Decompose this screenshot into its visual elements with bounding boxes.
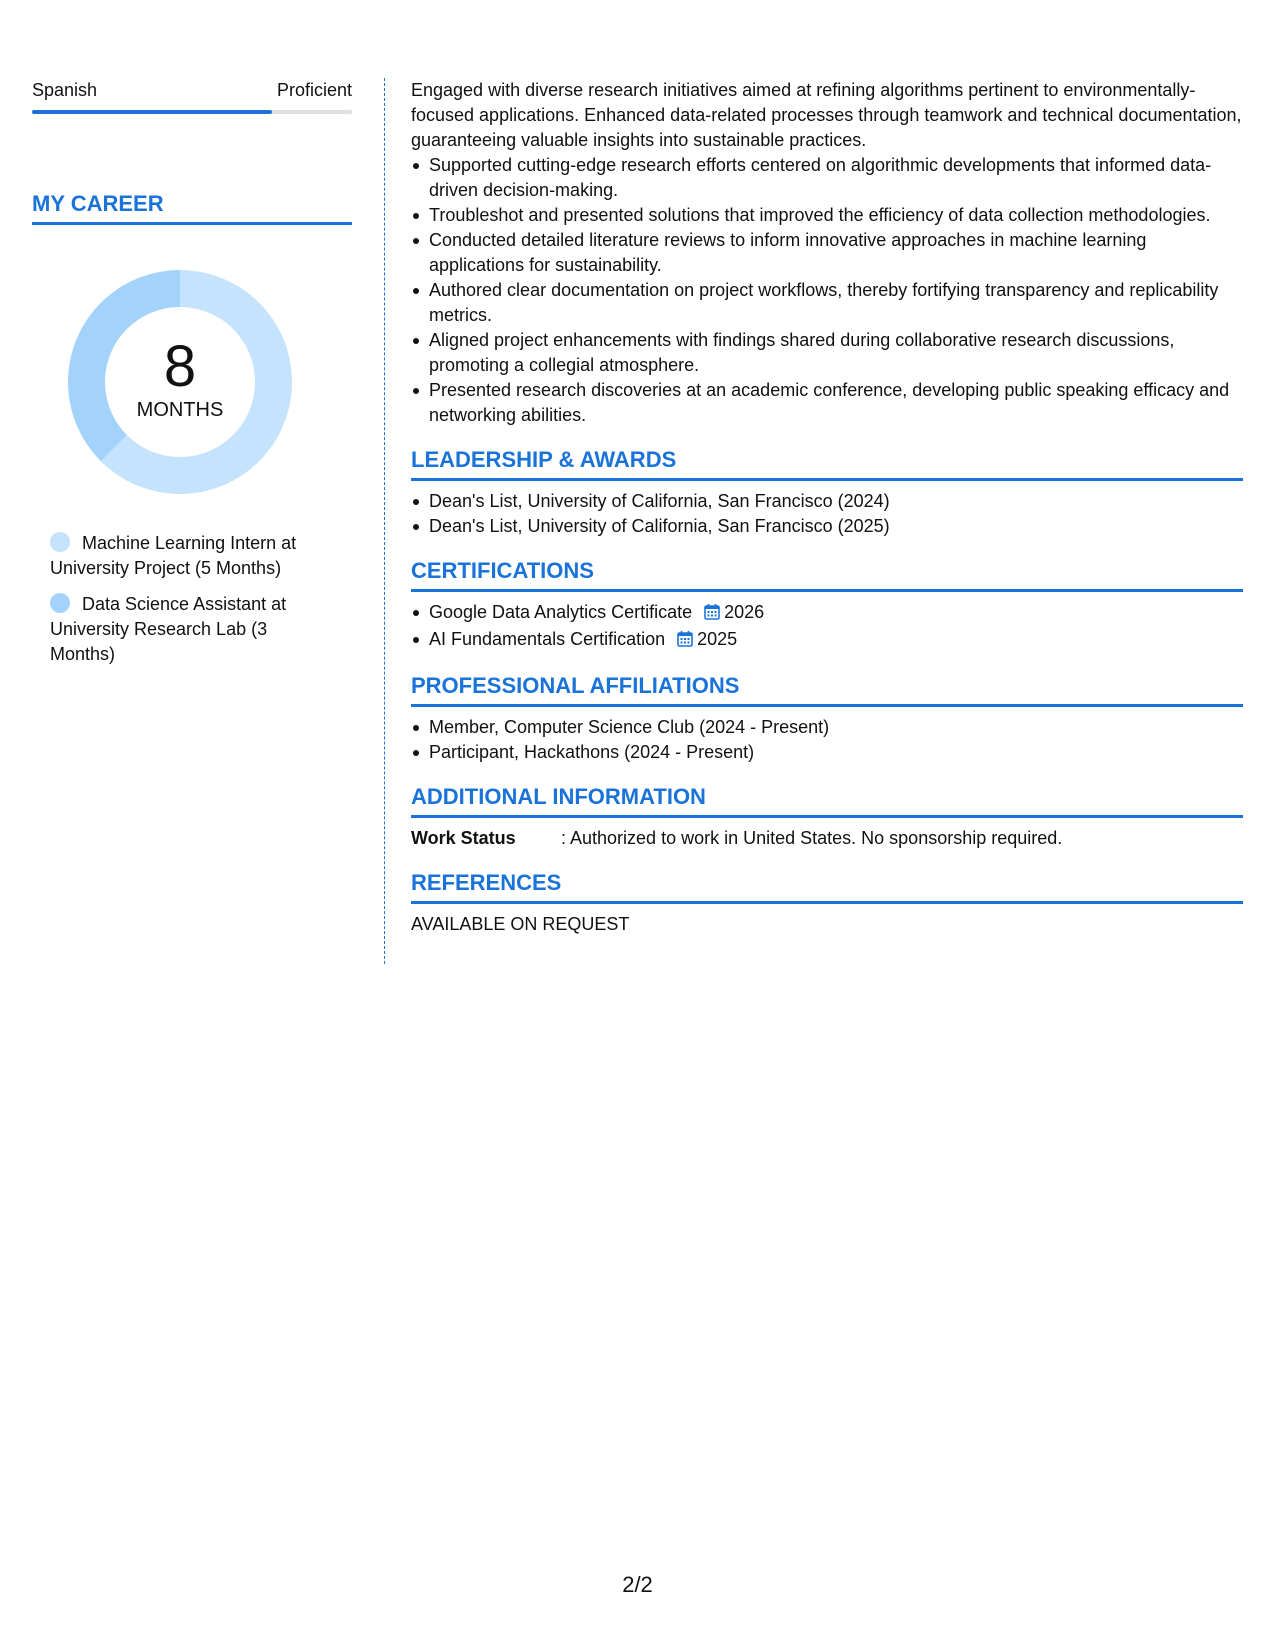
certification-year: 2025	[697, 629, 738, 649]
language-level: Proficient	[276, 80, 352, 100]
work-status-row	[411, 826, 1243, 851]
legend-dot	[50, 532, 70, 552]
language-name: Spanish	[32, 80, 98, 100]
certification-item	[429, 600, 1243, 627]
certification-year: 2026	[724, 602, 765, 622]
career-donut-chart	[65, 267, 295, 497]
leadership-title: LEADERSHIP & AWARDS	[411, 446, 1243, 481]
references-text: AVAILABLE ON REQUEST	[411, 914, 630, 934]
donut-center	[65, 267, 295, 497]
list-item: Dean's List, University of California, San Francisco (2024)	[429, 489, 1243, 514]
language-proficiency-bar	[32, 110, 352, 114]
affiliations-title: PROFESSIONAL AFFILIATIONS	[411, 672, 1243, 707]
page-number: 2/2	[622, 1572, 653, 1597]
legend-label: Data Science Assistant at University Research Lab (3 Months)	[50, 594, 287, 664]
certifications-section	[411, 557, 1243, 654]
career-total-unit: MONTHS	[136, 399, 224, 421]
language-row	[32, 78, 352, 102]
list-item: Conducted detailed literature reviews to inform innovative approaches in machine learning applications for sustainability.	[429, 228, 1243, 278]
leadership-section	[411, 446, 1243, 539]
list-item: Aligned project enhancements with findings shared during collaborative research discussions, promoting a collegial atmosphere.	[429, 328, 1243, 378]
references-title: REFERENCES	[411, 869, 1243, 904]
career-title: MY CAREER	[32, 190, 352, 225]
list-item: Troubleshot and presented solutions that improved the efficiency of data collection methodologies.	[429, 203, 1243, 228]
references-section	[411, 869, 1243, 937]
career-legend	[50, 531, 320, 667]
list-item: Dean's List, University of California, San Francisco (2025)	[429, 514, 1243, 539]
right-column	[411, 78, 1243, 937]
list-item: Supported cutting-edge research efforts centered on algorithmic developments that informed data-driven decision-making.	[429, 153, 1243, 203]
certification-item	[429, 627, 1243, 654]
left-column	[32, 78, 352, 678]
certifications-title: CERTIFICATIONS	[411, 557, 1243, 592]
work-status-label: Work Status	[411, 828, 516, 848]
certification-name: Google Data Analytics Certificate	[429, 602, 693, 622]
certification-name: AI Fundamentals Certification	[429, 629, 666, 649]
column-divider	[384, 78, 385, 964]
legend-item	[50, 592, 320, 667]
legend-label: Machine Learning Intern at University Project (5 Months)	[50, 533, 297, 578]
legend-dot	[50, 593, 70, 613]
career-total-value: 8	[163, 334, 197, 399]
legend-item	[50, 531, 320, 581]
list-item: Member, Computer Science Club (2024 - Present)	[429, 715, 1243, 740]
affiliations-section	[411, 672, 1243, 765]
list-item: Authored clear documentation on project workflows, thereby fortifying transparency and replicability metrics.	[429, 278, 1243, 328]
experience-summary: Engaged with diverse research initiatives aimed at refining algorithms pertinent to environmentally-focused applications. Enhanced data-related processes through teamwork and technical documentation, guaranteeing valuable insights into sustainable practices.	[411, 80, 1242, 150]
calendar-icon	[677, 629, 693, 654]
list-item: Participant, Hackathons (2024 - Present)	[429, 740, 1243, 765]
calendar-icon	[704, 602, 720, 627]
work-status-value: : Authorized to work in United States. No sponsorship required.	[561, 828, 1063, 848]
list-item: Presented research discoveries at an academic conference, developing public speaking efficacy and networking abilities.	[429, 378, 1243, 428]
additional-section	[411, 783, 1243, 851]
language-proficiency-fill	[32, 110, 272, 114]
experience-bullets	[411, 153, 1243, 428]
additional-title: ADDITIONAL INFORMATION	[411, 783, 1243, 818]
